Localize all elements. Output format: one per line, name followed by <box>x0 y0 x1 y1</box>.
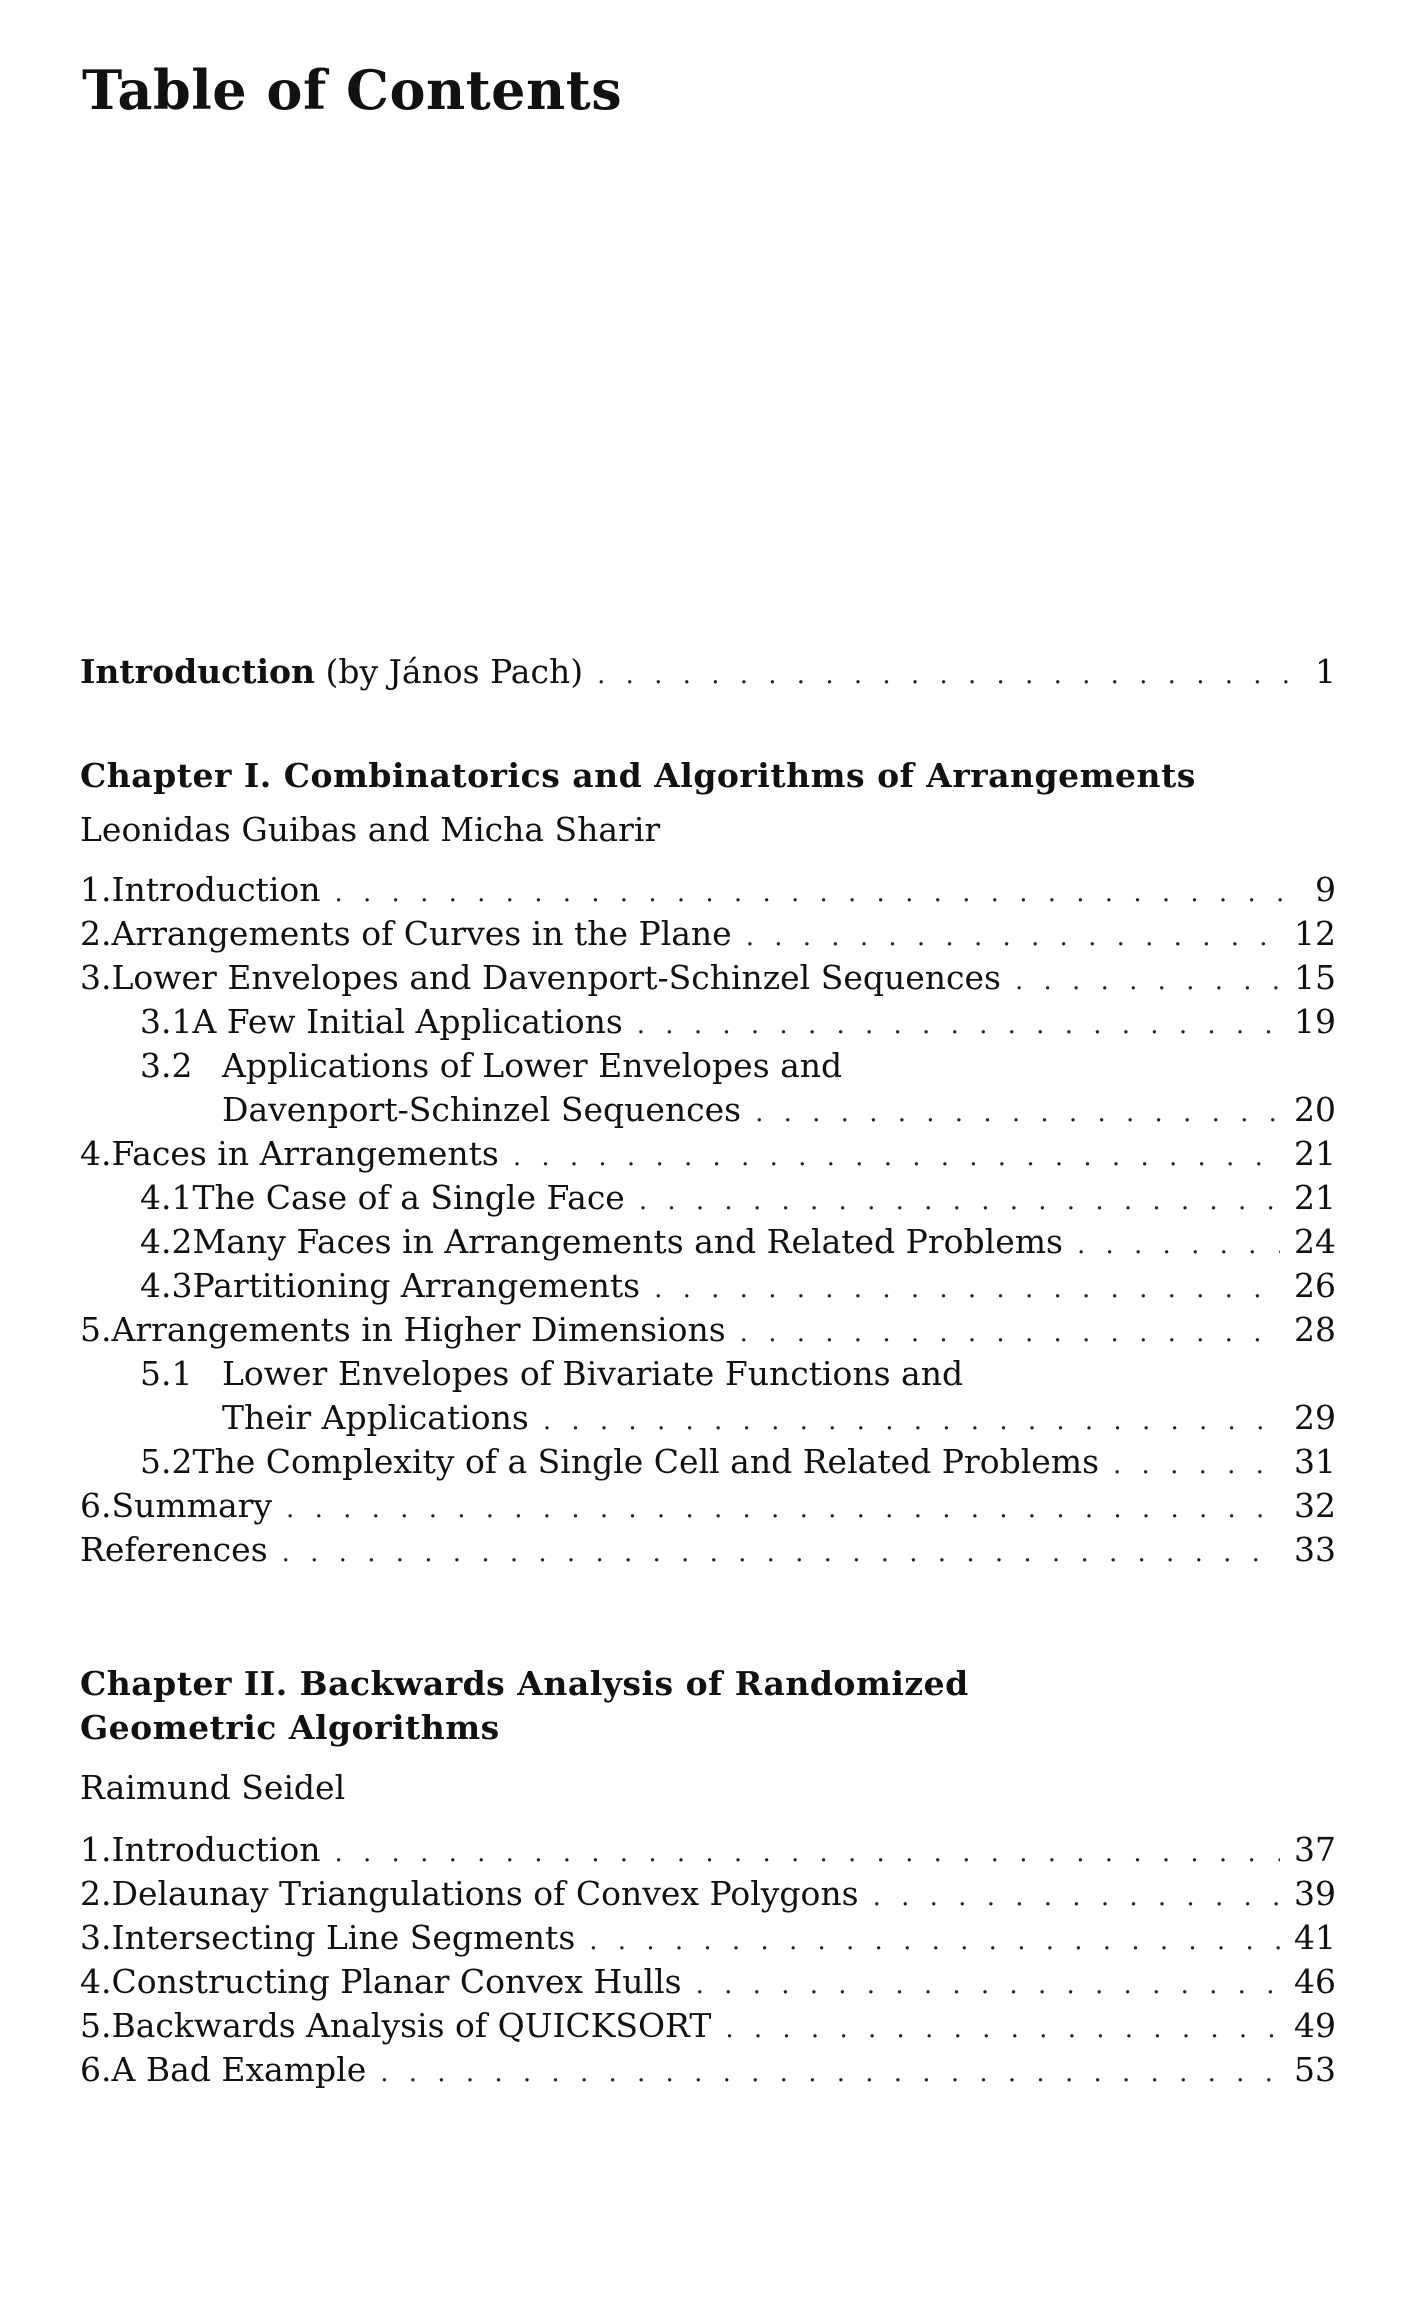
dot-leader <box>1015 961 1280 1001</box>
page-number: 21 <box>1294 1134 1336 1173</box>
dot-leader <box>1113 1445 1280 1485</box>
dot-leader <box>654 1269 1280 1309</box>
page-number: 12 <box>1294 914 1336 953</box>
entry-label: Intersecting Line Segments <box>111 1918 576 1957</box>
toc-entry[interactable] <box>80 1962 1336 2002</box>
chapter-2-heading: Chapter II. Backwards Analysis of Randomized <box>80 1664 969 1703</box>
page-number: 39 <box>1294 1874 1336 1913</box>
entry-label: Arrangements in Higher Dimensions <box>111 1310 726 1349</box>
dot-leader <box>755 1093 1280 1133</box>
toc-entry[interactable] <box>80 2006 1336 2046</box>
entry-number: 5. <box>80 1310 112 1349</box>
entry-number: 1. <box>80 870 112 909</box>
page-title: Table of Contents <box>82 58 623 122</box>
page-number: 1 <box>1315 652 1336 691</box>
toc-entry[interactable] <box>80 1310 1336 1350</box>
toc-subentry-continued[interactable] <box>222 1090 1336 1130</box>
toc-subentry[interactable] <box>140 1442 1336 1482</box>
toc-entry[interactable] <box>80 1918 1336 1958</box>
entry-label: Applications of Lower Envelopes and <box>222 1046 843 1085</box>
page-number: 46 <box>1294 1962 1336 2001</box>
chapter-1-heading: Chapter I. Combinatorics and Algorithms of Arrangements <box>80 756 1196 795</box>
toc-entry-references[interactable] <box>80 1530 1336 1570</box>
toc-subentry[interactable] <box>140 1002 1336 1042</box>
entry-number: 2. <box>80 914 112 953</box>
entry-number: 4.1 <box>140 1178 193 1217</box>
entry-label: Many Faces in Arrangements and Related Problems <box>192 1222 1063 1261</box>
page-number: 26 <box>1294 1266 1336 1305</box>
dot-leader <box>282 1533 1280 1573</box>
dot-leader <box>597 655 1301 695</box>
toc-entry[interactable] <box>80 870 1336 910</box>
entry-label: Their Applications <box>222 1398 529 1437</box>
entry-label-bold: Introduction <box>80 652 316 691</box>
toc-entry[interactable] <box>80 1486 1336 1526</box>
entry-number: 3. <box>80 1918 112 1957</box>
toc-subentry[interactable] <box>140 1266 1336 1306</box>
dot-leader <box>380 2053 1280 2093</box>
entry-number: 5.1 <box>140 1354 193 1393</box>
dot-leader <box>513 1137 1280 1177</box>
page-number: 28 <box>1294 1310 1336 1349</box>
toc-subentry[interactable] <box>140 1046 1336 1086</box>
entry-label: Partitioning Arrangements <box>192 1266 641 1305</box>
toc-entry[interactable] <box>80 1830 1336 1870</box>
entry-label: Lower Envelopes and Davenport-Schinzel Sequences <box>111 958 1001 997</box>
page-number: 9 <box>1315 870 1336 909</box>
entry-number: 4. <box>80 1962 112 2001</box>
entry-number: 3.2 <box>140 1046 193 1085</box>
entry-label: Backwards Analysis of QUICKSORT <box>111 2006 712 2045</box>
page-number: 41 <box>1294 1918 1336 1957</box>
page-number: 37 <box>1294 1830 1336 1869</box>
dot-leader <box>740 1313 1280 1353</box>
entry-label: A Bad Example <box>111 2050 367 2089</box>
entry-label: Summary <box>111 1486 273 1525</box>
page-number: 24 <box>1294 1222 1336 1261</box>
toc-entry[interactable] <box>80 2050 1336 2090</box>
page-number: 21 <box>1294 1178 1336 1217</box>
entry-label-rest: (by János Pach) <box>315 652 584 691</box>
page-number: 15 <box>1294 958 1336 997</box>
entry-label <box>80 652 583 692</box>
entry-label: Faces in Arrangements <box>111 1134 499 1173</box>
chapter-2-authors: Raimund Seidel <box>80 1768 346 1807</box>
toc-entry[interactable] <box>80 914 1336 954</box>
entry-label: The Complexity of a Single Cell and Related Problems <box>192 1442 1100 1481</box>
entry-label: The Case of a Single Face <box>192 1178 625 1217</box>
page-number: 33 <box>1294 1530 1336 1569</box>
page-number: 19 <box>1294 1002 1336 1041</box>
entry-label: Lower Envelopes of Bivariate Functions and <box>222 1354 964 1393</box>
dot-leader <box>639 1181 1280 1221</box>
page-number: 53 <box>1294 2050 1336 2089</box>
toc-subentry[interactable] <box>140 1178 1336 1218</box>
dot-leader <box>286 1489 1280 1529</box>
entry-number: 4. <box>80 1134 112 1173</box>
entry-label: Introduction <box>111 1830 321 1869</box>
entry-label: A Few Initial Applications <box>192 1002 623 1041</box>
entry-number: 3.1 <box>140 1002 193 1041</box>
entry-number: 5.2 <box>140 1442 193 1481</box>
dot-leader <box>746 917 1280 957</box>
page-number: 29 <box>1294 1398 1336 1437</box>
entry-number: 3. <box>80 958 112 997</box>
toc-subentry[interactable] <box>140 1222 1336 1262</box>
toc-entry[interactable] <box>80 958 1336 998</box>
chapter-1-authors: Leonidas Guibas and Micha Sharir <box>80 810 661 849</box>
entry-label: Delaunay Triangulations of Convex Polygons <box>111 1874 859 1913</box>
page-number: 31 <box>1294 1442 1336 1481</box>
toc-entry-introduction[interactable] <box>80 652 1336 692</box>
entry-number: 6. <box>80 2050 112 2089</box>
toc-subentry[interactable] <box>140 1354 1336 1394</box>
entry-label: Arrangements of Curves in the Plane <box>111 914 732 953</box>
entry-number: 6. <box>80 1486 112 1525</box>
entry-number: 1. <box>80 1830 112 1869</box>
entry-label: Constructing Planar Convex Hulls <box>111 1962 682 2001</box>
toc-subentry-continued[interactable] <box>222 1398 1336 1438</box>
entry-label: References <box>80 1530 268 1569</box>
dot-leader <box>589 1921 1280 1961</box>
entry-label: Introduction <box>111 870 321 909</box>
page-number: 20 <box>1294 1090 1336 1129</box>
toc-entry[interactable] <box>80 1134 1336 1174</box>
dot-leader <box>335 873 1302 913</box>
chapter-2-heading-continued: Geometric Algorithms <box>80 1708 500 1747</box>
dot-leader <box>873 1877 1280 1917</box>
toc-entry[interactable] <box>80 1874 1336 1914</box>
entry-number: 4.3 <box>140 1266 193 1305</box>
dot-leader <box>725 2009 1280 2049</box>
entry-number: 4.2 <box>140 1222 193 1261</box>
page-number: 32 <box>1294 1486 1336 1525</box>
dot-leader <box>1077 1225 1280 1265</box>
entry-number: 5. <box>80 2006 112 2045</box>
dot-leader <box>637 1005 1280 1045</box>
entry-number: 2. <box>80 1874 112 1913</box>
page-number: 49 <box>1294 2006 1336 2045</box>
dot-leader <box>696 1965 1280 2005</box>
dot-leader <box>335 1833 1281 1873</box>
entry-label: Davenport-Schinzel Sequences <box>222 1090 742 1129</box>
dot-leader <box>543 1401 1280 1441</box>
